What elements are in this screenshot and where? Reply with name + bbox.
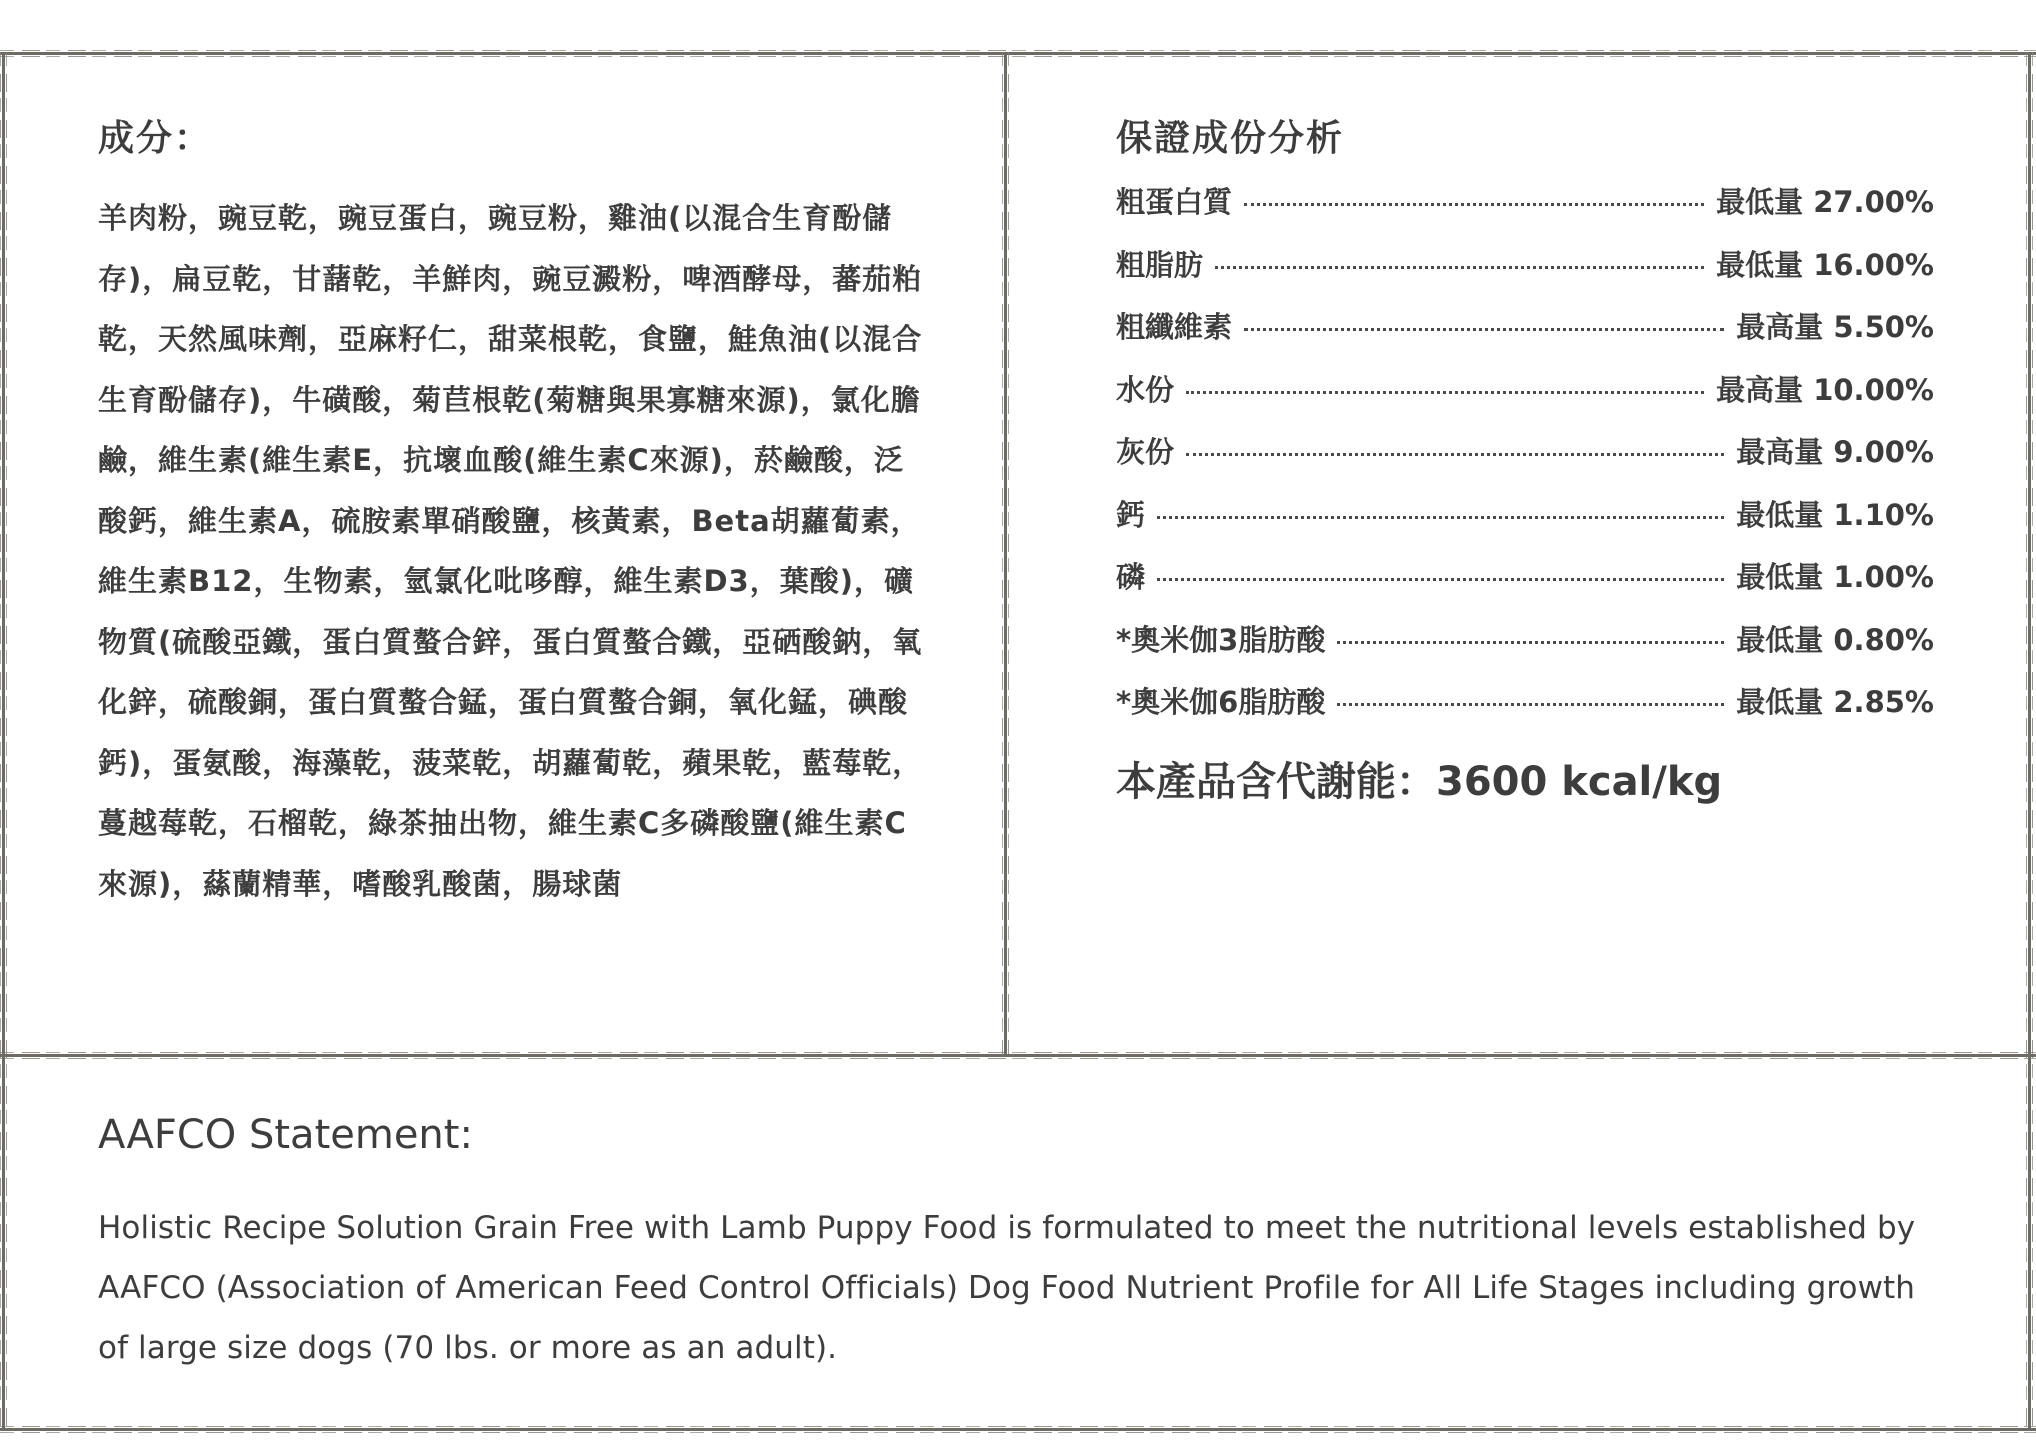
ingredients-text: 羊肉粉，豌豆乾，豌豆蛋白，豌豆粉，雞油(以混合生育酚儲存)，扁豆乾，甘藷乾，羊鮮肉，豌豆澱粉，啤酒酵母，蕃茄粕乾，天然風味劑，亞麻籽仁，甜菜根乾，食鹽，鮭魚油(以混合生育酚儲存)，牛磺酸，菊苣根乾(菊糖與果寡糖來源)，氯化膽鹼，維生素(維生素E，抗壞血酸(維生素C來源)，菸鹼酸，泛酸鈣，維生素A，硫胺素單硝酸鹽，核黃素，Beta胡蘿蔔素，維生素B12，生物素，氫氯化吡哆醇，維生素D3，葉酸)，礦物質(硫酸亞鐵，蛋白質螯合鋅，蛋白質螯合鐵，亞硒酸鈉，氧化鋅，硫酸銅，蛋白質螯合錳，蛋白質螯合銅，氧化錳，碘酸鈣)，蛋氨酸，海藻乾，菠菜乾，胡蘿蔔乾，蘋果乾，藍莓乾，蔓越莓乾，石榴乾，綠茶抽出物，維生素C多磷酸鹽(維生素C來源)，蕬蘭精華，嗜酸乳酸菌，腸球菌: [98, 201, 923, 901]
top-border: [0, 52, 2036, 55]
dot-leader: [1215, 266, 1704, 269]
nutrient-name: 磷: [1116, 560, 1146, 594]
nutrient-name: 粗脂肪: [1116, 247, 1204, 282]
dot-leader: [1337, 641, 1724, 644]
analysis-row: [1116, 243, 1934, 306]
dot-leader: [1157, 578, 1724, 581]
nutrient-value: 最高量 10.00%: [1716, 372, 1934, 407]
nutrient-value: 最低量 27.00%: [1716, 185, 1934, 219]
nutrient-value: 最低量 2.85%: [1736, 685, 1934, 719]
analysis-row: [1116, 430, 1934, 493]
nutrient-value: 最低量 1.10%: [1736, 497, 1934, 532]
nutrient-value: 最低量 1.00%: [1736, 560, 1934, 594]
nutrient-name: 粗纖維素: [1116, 310, 1233, 344]
aafco-title: AAFCO Statement:: [98, 1112, 473, 1158]
analysis-title: 保證成份分析: [1116, 118, 1345, 159]
dot-leader: [1244, 203, 1704, 206]
nutrient-name: 鈣: [1116, 497, 1146, 532]
analysis-list: [1116, 180, 1934, 743]
nutrient-value: 最高量 5.50%: [1736, 310, 1934, 344]
nutrient-name: 水份: [1116, 372, 1175, 407]
left-border: [2, 52, 5, 1430]
dot-leader: [1337, 703, 1724, 706]
nutrient-name: *奧米伽3脂肪酸: [1116, 622, 1326, 657]
ingredients-title: 成分：: [98, 118, 213, 159]
right-border: [2028, 52, 2031, 1430]
nutrient-value: 最低量 0.80%: [1736, 622, 1934, 657]
dot-leader: [1186, 391, 1704, 394]
analysis-row: [1116, 305, 1934, 368]
middle-border: [0, 1054, 2036, 1057]
nutrient-name: 粗蛋白質: [1116, 185, 1233, 219]
dot-leader: [1157, 516, 1724, 519]
analysis-row: [1116, 555, 1934, 618]
nutrient-value: 最高量 9.00%: [1736, 435, 1934, 469]
energy-statement: 本產品含代謝能：3600 kcal/kg: [1116, 759, 1723, 805]
dot-leader: [1244, 328, 1724, 331]
nutrient-name: *奧米伽6脂肪酸: [1116, 685, 1326, 719]
nutrient-name: 灰份: [1116, 435, 1175, 469]
analysis-row: [1116, 680, 1934, 743]
analysis-row: [1116, 493, 1934, 556]
analysis-row: [1116, 368, 1934, 431]
dot-leader: [1186, 453, 1724, 456]
column-divider: [1004, 52, 1007, 1056]
bottom-border: [0, 1428, 2036, 1431]
aafco-text: Holistic Recipe Solution Grain Free with Lamb Puppy Food is formulated to meet the nutritional levels established by AAFCO (Association of American Feed Control Officials) Dog Food Nutrient Profile for All Life Stages including growth of large size dogs (70 lbs. or more as an adult).: [98, 1210, 1916, 1366]
nutrient-value: 最低量 16.00%: [1716, 247, 1934, 282]
analysis-row: [1116, 618, 1934, 681]
analysis-row: [1116, 180, 1934, 243]
